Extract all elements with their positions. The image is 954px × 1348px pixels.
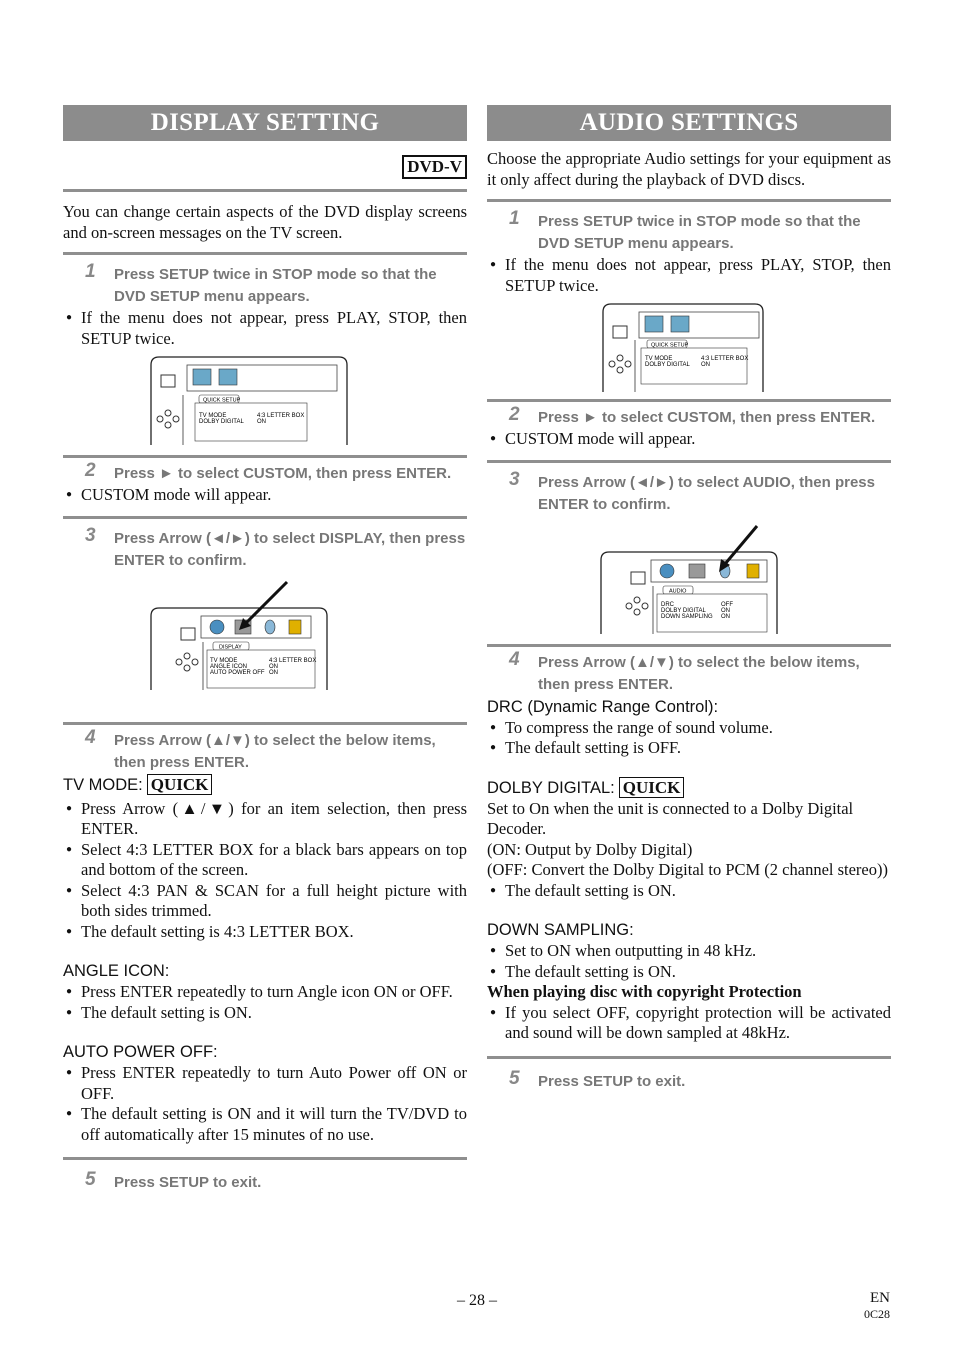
step-number: 3 — [85, 524, 96, 546]
divider — [63, 722, 467, 725]
svg-text:TV MODE: TV MODE — [210, 657, 238, 664]
svg-text:4:3 LETTER BOX: 4:3 LETTER BOX — [257, 413, 305, 419]
dvd-v-badge: DVD-V — [402, 155, 467, 179]
step-text: Press ► to select CUSTOM, then press ENTER. — [538, 409, 876, 426]
audio-settings-column — [487, 105, 891, 1093]
heading-text: TV MODE: — [63, 775, 143, 794]
badge-row — [63, 155, 467, 181]
step-number: 5 — [85, 1169, 96, 1190]
step-2 — [487, 404, 891, 429]
divider — [487, 399, 891, 402]
quick-badge: QUICK — [619, 777, 685, 798]
svg-text:DISPLAY: DISPLAY — [219, 644, 242, 650]
intro-text: Choose the appropriate Audio settings for your equipment as it only affect during the playback of DVD discs. — [487, 149, 891, 189]
step-number: 2 — [509, 404, 520, 425]
svg-text:ON: ON — [701, 362, 710, 368]
audio-menu-screen — [597, 524, 807, 636]
bullet: ● The default setting is ON. — [487, 881, 891, 902]
step-text: Press ► to select CUSTOM, then press ENTER. — [114, 465, 452, 482]
step-1 — [63, 261, 467, 308]
svg-text:DRC: DRC — [661, 601, 674, 608]
svg-text:AUDIO: AUDIO — [669, 588, 687, 594]
svg-text:ANGLE ICON: ANGLE ICON — [210, 663, 248, 670]
intro-text: You can change certain aspects of the DVD display screens and on-screen messages on the TV screen. — [63, 202, 467, 242]
svg-text:ON: ON — [269, 669, 278, 676]
divider — [487, 644, 891, 647]
svg-text:DOWN SAMPLING: DOWN SAMPLING — [661, 613, 713, 620]
divider — [487, 199, 891, 202]
svg-text:DOLBY DIGITAL: DOLBY DIGITAL — [661, 607, 706, 614]
svg-text:ON: ON — [721, 607, 730, 614]
bullet: ● The default setting is ON. — [63, 1003, 467, 1024]
svg-text:4:3 LETTER BOX: 4:3 LETTER BOX — [269, 657, 317, 664]
auto-power-off-heading: AUTO POWER OFF: — [63, 1043, 218, 1061]
bullet: ● The default setting is ON. — [487, 962, 891, 983]
step-number: 1 — [509, 208, 520, 229]
divider — [63, 252, 467, 255]
bullet: ● Press ENTER repeatedly to turn Angle icon ON or OFF. — [63, 982, 467, 1003]
svg-text:ON: ON — [257, 419, 266, 425]
step-text: Press SETUP to exit. — [538, 1072, 686, 1090]
step-5 — [63, 1169, 467, 1194]
dolby-line: (OFF: Convert the Dolby Digital to PCM (2 channel stereo)) — [487, 860, 888, 879]
dolby-line: Set to On when the unit is connected to a Dolby Digital Decoder. — [487, 798, 854, 838]
quick-setup-screen — [599, 302, 809, 396]
step-text: Press Arrow (◄/►) to select AUDIO, then press ENTER to confirm. — [538, 473, 875, 513]
section-title: DISPLAY SETTING — [63, 105, 467, 141]
svg-text:DOLBY DIGITAL: DOLBY DIGITAL — [645, 362, 690, 368]
step-4 — [63, 726, 467, 774]
step-5 — [487, 1067, 891, 1093]
dolby-digital-heading — [487, 777, 891, 799]
step-1 — [487, 208, 891, 255]
bullet: ● If the menu does not appear, press PLAY, STOP, then SETUP twice. — [63, 308, 467, 349]
step-number: 1 — [85, 261, 96, 282]
display-menu-screen — [147, 580, 357, 692]
bullet: ● Press Arrow (▲/▼) for an item selection, then press ENTER. — [63, 799, 467, 840]
drc-heading: DRC (Dynamic Range Control): — [487, 697, 719, 716]
step-4 — [487, 648, 891, 696]
angle-icon-heading: ANGLE ICON: — [63, 962, 170, 980]
bullet: ● If you select OFF, copyright protection will be activated and sound will be down sampled at 48kHz. — [487, 1003, 891, 1044]
bullet: ● Select 4:3 LETTER BOX for a black bars appears on top and bottom of the screen. — [63, 840, 467, 881]
bullet: ● To compress the range of sound volume. — [487, 718, 891, 739]
svg-text:AUTO POWER OFF: AUTO POWER OFF — [210, 669, 265, 676]
step-text: Press SETUP to exit. — [114, 1174, 262, 1191]
svg-text:DOLBY DIGITAL: DOLBY DIGITAL — [199, 419, 244, 425]
divider — [487, 460, 891, 463]
bullet: ● The default setting is OFF. — [487, 738, 891, 759]
step-number: 3 — [509, 468, 520, 490]
divider — [63, 189, 467, 192]
step-text: Press Arrow (▲/▼) to select the below items, then press ENTER. — [114, 731, 436, 771]
svg-text:4:3 LETTER BOX: 4:3 LETTER BOX — [701, 356, 749, 362]
tv-mode-heading — [63, 774, 467, 796]
step-text: Press Arrow (◄/►) to select DISPLAY, then press ENTER to confirm. — [114, 529, 466, 569]
language-code: EN — [870, 1290, 890, 1306]
svg-text:ON: ON — [269, 663, 278, 670]
quick-badge: QUICK — [147, 774, 213, 795]
svg-text:ON: ON — [721, 613, 730, 620]
step-text: Press SETUP twice in STOP mode so that the DVD SETUP menu appears. — [114, 266, 437, 305]
divider — [63, 455, 467, 458]
step-text: Press Arrow (▲/▼) to select the below items, then press ENTER. — [538, 653, 860, 693]
down-sampling-heading: DOWN SAMPLING: — [487, 921, 634, 939]
divider — [63, 1157, 467, 1160]
bullet: ● If the menu does not appear, press PLAY, STOP, then SETUP twice. — [487, 255, 891, 296]
divider — [487, 1056, 891, 1059]
quick-setup-screen — [147, 355, 357, 449]
step-number: 4 — [85, 726, 96, 748]
bullet: ● The default setting is 4:3 LETTER BOX. — [63, 922, 467, 943]
step-2 — [63, 460, 467, 485]
document-code: 0C28 — [863, 1307, 890, 1321]
bullet: ● Select 4:3 PAN & SCAN for a full height picture with both sides trimmed. — [63, 881, 467, 922]
svg-text:QUICK SETUP: QUICK SETUP — [203, 397, 241, 404]
svg-text:OFF: OFF — [721, 601, 733, 608]
bullet: ● Set to ON when outputting in 48 kHz. — [487, 941, 891, 962]
display-setting-column — [63, 105, 467, 1194]
step-number: 4 — [509, 648, 520, 670]
bullet: ● Press ENTER repeatedly to turn Auto Power off ON or OFF. — [63, 1063, 467, 1104]
svg-text:TV MODE: TV MODE — [199, 413, 227, 419]
step-number: 2 — [85, 460, 96, 481]
divider — [63, 516, 467, 519]
bullet: ● CUSTOM mode will appear. — [63, 485, 467, 506]
step-3 — [63, 524, 467, 572]
step-number: 5 — [509, 1067, 520, 1089]
svg-text:TV MODE: TV MODE — [645, 356, 673, 362]
step-3 — [487, 468, 891, 516]
section-title: AUDIO SETTINGS — [487, 105, 891, 141]
bullet: ● CUSTOM mode will appear. — [487, 429, 891, 450]
page-number: – 28 – — [457, 1292, 497, 1309]
dolby-line: (ON: Output by Dolby Digital) — [487, 839, 693, 859]
svg-text:QUICK SETUP: QUICK SETUP — [651, 342, 689, 349]
heading-text: DOLBY DIGITAL: — [487, 778, 615, 797]
copyright-note-heading: When playing disc with copyright Protection — [487, 982, 802, 1001]
bullet: ● The default setting is ON and it will turn the TV/DVD to off automatically after 15 minutes of no use. — [63, 1104, 467, 1145]
step-text: Press SETUP twice in STOP mode so that the DVD SETUP menu appears. — [538, 213, 861, 252]
